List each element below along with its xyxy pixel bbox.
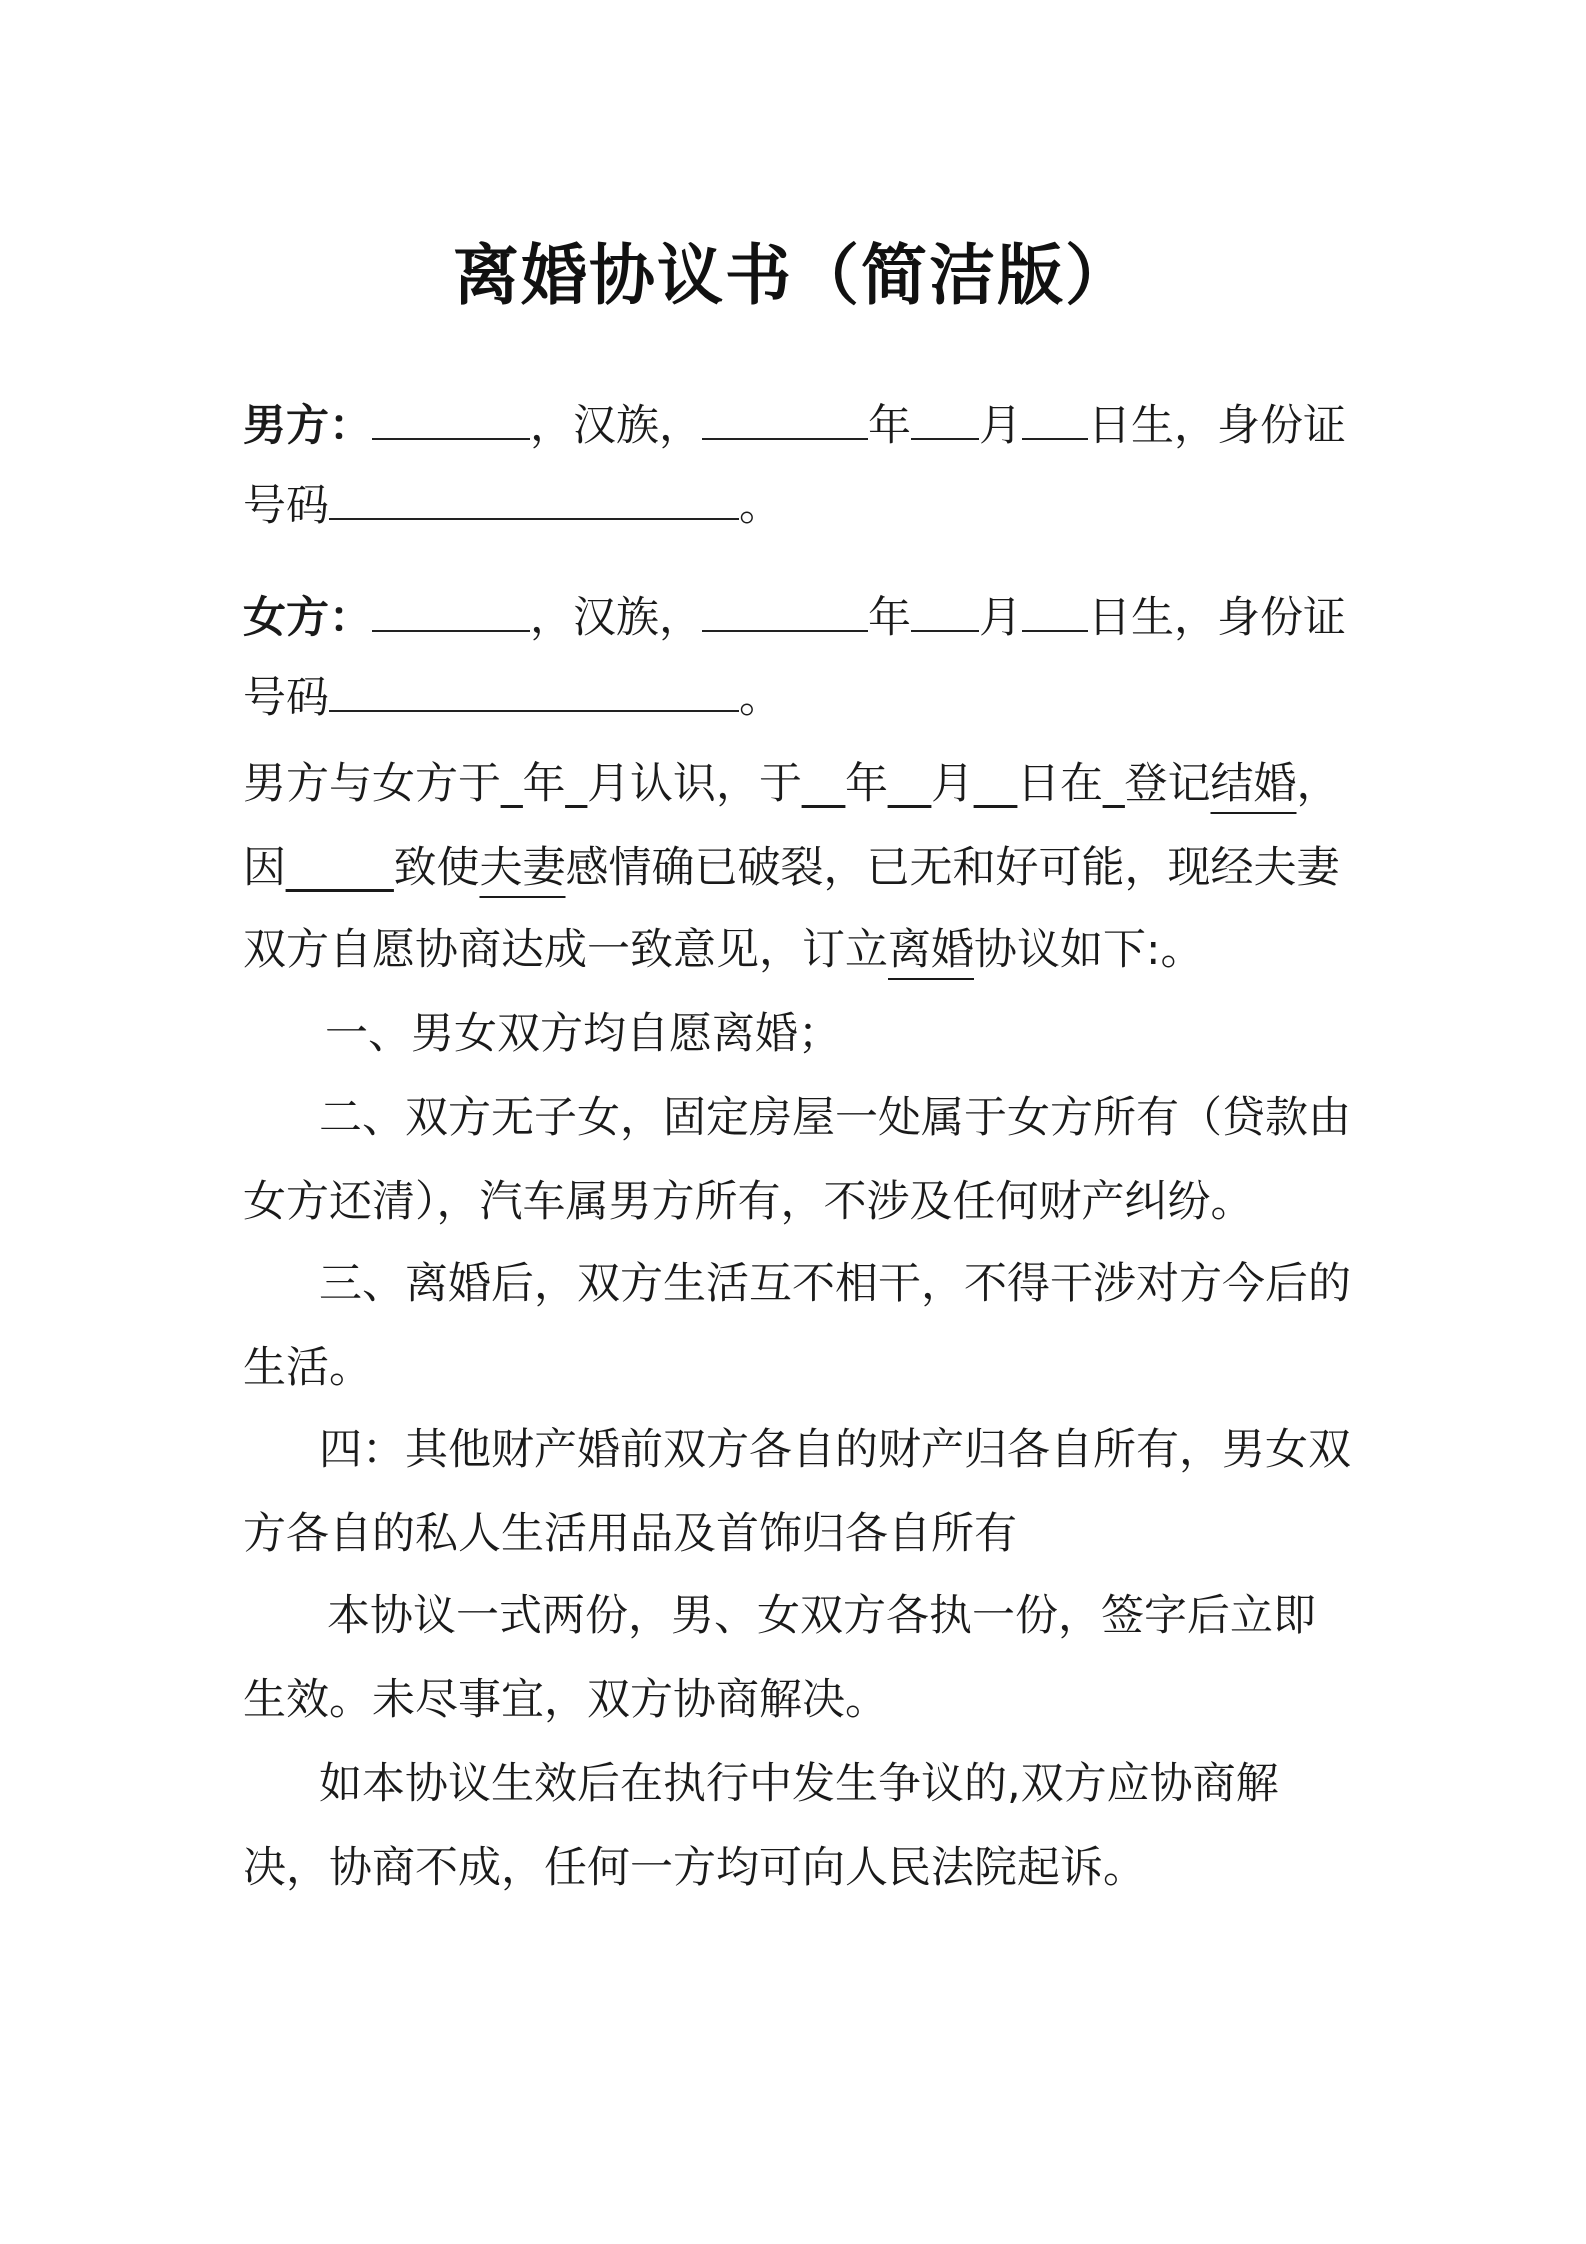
male-day-blank bbox=[1022, 392, 1088, 440]
male-year-label: 年 bbox=[868, 401, 911, 451]
clause-3: 三、离婚后，双方生活互不相干，不得干涉对方今后的生活。 bbox=[243, 1259, 1351, 1393]
female-id-label: 号码 bbox=[243, 673, 329, 723]
male-birth-label: 日生，身份证 bbox=[1088, 401, 1346, 451]
female-year-label: 年 bbox=[868, 593, 911, 643]
intro-text-1a: 男方与女方于_年_月认识，于__年__月__日在_登记 bbox=[243, 759, 1211, 809]
male-month-label: 月 bbox=[979, 401, 1022, 451]
female-month-label: 月 bbox=[979, 593, 1022, 643]
female-id-line bbox=[243, 664, 1353, 724]
intro-text-3c: 协议如下:。 bbox=[974, 925, 1204, 975]
intro-text-2c: 感情确已破裂，已无和好可能，现经夫妻 bbox=[565, 843, 1340, 893]
male-year-blank bbox=[702, 392, 868, 440]
intro-text-3b: 离婚 bbox=[888, 925, 974, 975]
male-ethnicity: ，汉族， bbox=[530, 401, 702, 451]
clause-6: 如本协议生效后在执行中发生争议的,双方应协商解决，协商不成，任何一方均可向人民法院起诉。 bbox=[243, 1759, 1279, 1893]
intro-line-3 bbox=[243, 920, 1353, 980]
clause-1: 一、男女双方均自愿离婚； bbox=[325, 1009, 841, 1059]
male-name-blank bbox=[372, 392, 530, 440]
male-id-end: 。 bbox=[739, 481, 782, 531]
female-id-end: 。 bbox=[739, 673, 782, 723]
female-name-blank bbox=[372, 584, 530, 632]
male-party-line bbox=[243, 392, 1353, 452]
male-month-blank bbox=[911, 392, 979, 440]
document-title: 离婚协议书（简洁版） bbox=[453, 237, 1133, 314]
intro-line-1 bbox=[243, 754, 1353, 814]
female-year-blank bbox=[702, 584, 868, 632]
clause-5: 本协议一式两份，男、女双方各执一份，签字后立即生效。未尽事宜，双方协商解决。 bbox=[243, 1591, 1316, 1725]
female-party-line bbox=[243, 584, 1353, 644]
intro-text-2b: 夫妻 bbox=[479, 843, 566, 893]
clause-4: 四：其他财产婚前双方各自的财产归各自所有，男女双方各自的私人生活用品及首饰归各自所有 bbox=[243, 1425, 1351, 1559]
intro-text-3a: 双方自愿协商达成一致意见，订立 bbox=[243, 925, 888, 975]
female-birth-label: 日生，身份证 bbox=[1088, 593, 1346, 643]
female-day-blank bbox=[1022, 584, 1088, 632]
intro-text-1c: ， bbox=[1296, 759, 1340, 809]
intro-text-1b: 结婚 bbox=[1210, 759, 1297, 809]
female-label: 女方： bbox=[243, 593, 372, 643]
male-id-label: 号码 bbox=[243, 481, 329, 531]
male-id-line bbox=[243, 472, 1353, 532]
intro-line-2 bbox=[243, 838, 1353, 898]
female-id-blank bbox=[329, 664, 739, 712]
male-label: 男方： bbox=[243, 401, 372, 451]
female-month-blank bbox=[911, 584, 979, 632]
clause-2: 二、双方无子女，固定房屋一处属于女方所有（贷款由女方还清），汽车属男方所有，不涉及任何财产纠纷。 bbox=[243, 1093, 1351, 1227]
male-id-blank bbox=[329, 472, 739, 520]
female-ethnicity: ，汉族， bbox=[530, 593, 702, 643]
intro-text-2a: 因_____致使 bbox=[243, 843, 480, 893]
